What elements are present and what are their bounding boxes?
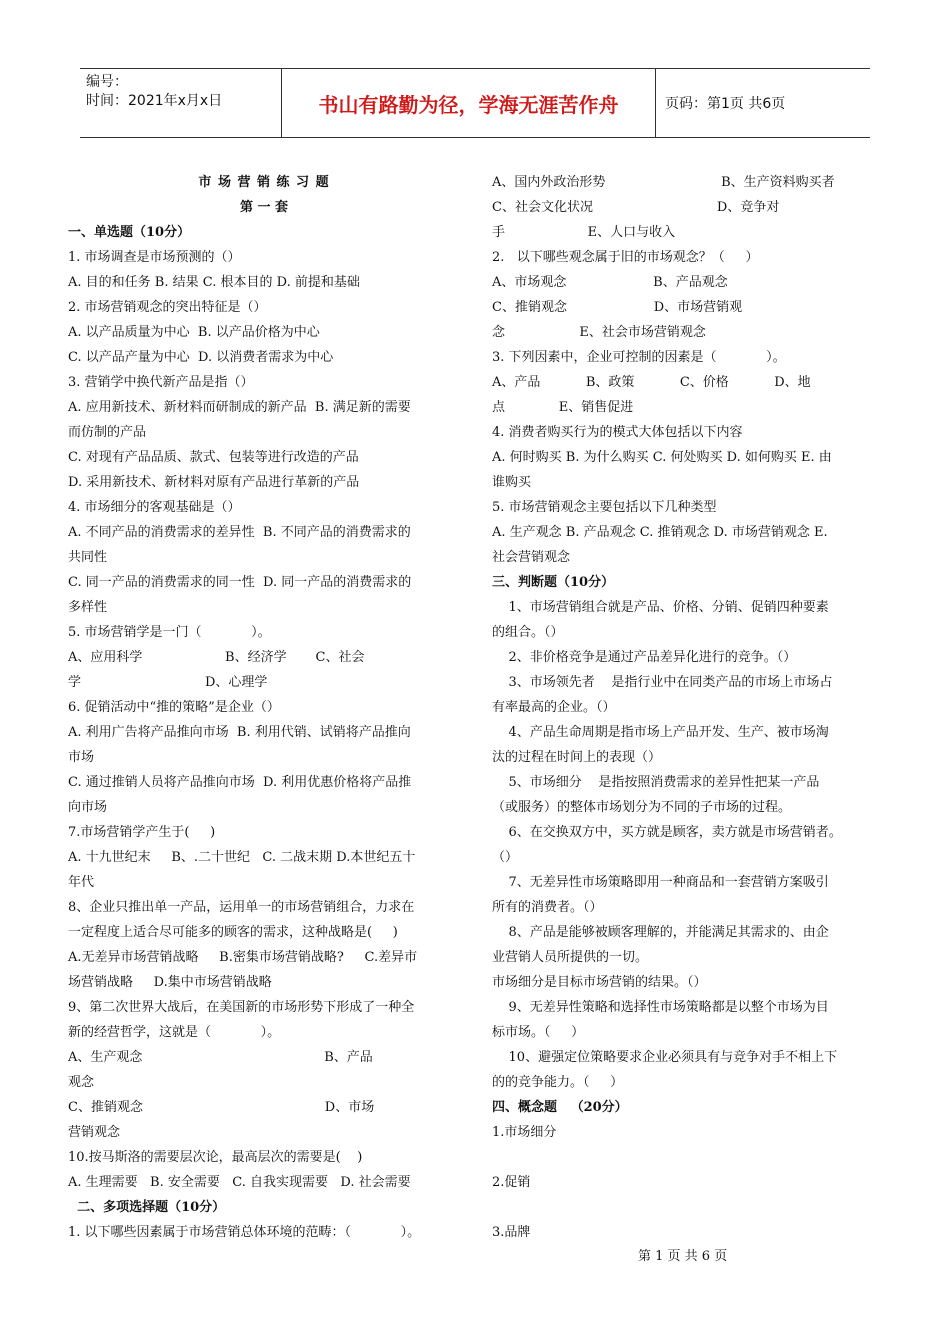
text-line: 5. 市场营销学是一门（ ）。: [68, 625, 271, 640]
text-line: 社会营销观念: [492, 550, 571, 565]
text-line: 3、市场领先者 是指行业中在同类产品的市场上市场占: [492, 675, 833, 690]
doc-subtitle: 第 一 套: [239, 200, 289, 215]
text-line: 4. 市场细分的客观基础是（）: [68, 500, 241, 515]
text-line: C. 同一产品的消费需求的同一性 D. 同一产品的消费需求的: [68, 575, 412, 590]
text-line: 谁购买: [492, 475, 532, 490]
text-line: A、国内外政治形势 B、生产资料购买者: [492, 175, 835, 190]
text-line: A、生产观念 B、产品: [68, 1050, 373, 1065]
time-label: 时间：2021年x月x日: [86, 93, 223, 109]
page-footer: 第 1 页 共 6 页: [638, 1249, 728, 1264]
text-line: 汰的过程在时间上的表现（）: [492, 750, 662, 765]
text-line: 6. 促销活动中“推的策略”是企业（）: [68, 700, 280, 715]
text-line: 8、企业只推出单一产品，运用单一的市场营销组合，力求在: [68, 900, 415, 915]
text-line: 市场细分是目标市场营销的结果。（）: [492, 975, 707, 990]
text-line: A、市场观念 B、产品观念: [492, 275, 728, 290]
text-line: 9、无差异性策略和选择性市场策略都是以整个市场为目: [492, 1000, 829, 1015]
text-line: A. 何时购买 B. 为什么购买 C. 何处购买 D. 如何购买 E. 由: [492, 450, 832, 465]
section-heading: 二、多项选择题（10分）: [68, 1200, 226, 1215]
text-line: A. 以产品质量为中心 B. 以产品价格为中心: [68, 325, 320, 340]
text-line: C. 对现有产品品质、款式、包装等进行改造的产品: [68, 450, 359, 465]
text-line: 1.市场细分: [492, 1125, 557, 1140]
section-heading: 四、概念题 （20分）: [492, 1100, 628, 1115]
text-line: 5. 市场营销观念主要包括以下几种类型: [492, 500, 717, 515]
header-table: [80, 68, 870, 138]
text-line: 1. 市场调查是市场预测的（）: [68, 250, 241, 265]
text-line: 3. 下列因素中，企业可控制的因素是（ ）。: [492, 350, 786, 365]
text-line: 7、无差异性市场策略即用一种商品和一套营销方案吸引: [492, 875, 829, 890]
text-line: 有率最高的企业。（）: [492, 700, 616, 715]
text-line: 6、在交换双方中，买方就是顾客，卖方就是市场营销者。: [492, 825, 842, 840]
left-column: [68, 170, 460, 1245]
text-line: 点 E、销售促进: [492, 400, 634, 415]
header-info: [80, 69, 282, 137]
text-line: 市场: [68, 750, 95, 765]
text-line: 共同性: [68, 550, 108, 565]
text-line: 4. 消费者购买行为的模式大体包括以下内容: [492, 425, 743, 440]
text-line: 所有的消费者。（）: [492, 900, 603, 915]
page-label: 页码：第1页 共6页: [665, 96, 786, 112]
text-line: 2. 以下哪些观念属于旧的市场观念？（ ）: [492, 250, 759, 265]
text-line: A.无差异市场营销战略 B.密集市场营销战略? C.差异市: [68, 950, 418, 965]
text-line: 2. 市场营销观念的突出特征是（）: [68, 300, 267, 315]
text-line: A. 不同产品的消费需求的差异性 B. 不同产品的消费需求的: [68, 525, 411, 540]
text-line: A. 生理需要 B. 安全需要 C. 自我实现需要 D. 社会需要: [68, 1175, 411, 1190]
text-line: C、推销观念 D、市场营销观: [492, 300, 743, 315]
text-line: 的组合。（）: [492, 625, 564, 640]
text-line: C、社会文化状况 D、竞争对: [492, 200, 780, 215]
text-line: C. 通过推销人员将产品推向市场 D. 利用优惠价格将产品推: [68, 775, 412, 790]
text-line: 场营销战略 D.集中市场营销战略: [68, 975, 272, 990]
text-line: 观念: [68, 1075, 95, 1090]
blank-line: [492, 1145, 884, 1170]
text-line: D. 采用新技术、新材料对原有产品进行革新的产品: [68, 475, 360, 490]
text-line: 而仿制的产品: [68, 425, 147, 440]
text-line: A. 生产观念 B. 产品观念 C. 推销观念 D. 市场营销观念 E.: [492, 525, 828, 540]
text-line: 念 E、社会市场营销观念: [492, 325, 706, 340]
text-line: 向市场: [68, 800, 108, 815]
text-line: 新的经营哲学，这就是（ ）。: [68, 1025, 281, 1040]
text-line: 3. 营销学中换代新产品是指（）: [68, 375, 254, 390]
text-line: 标市场。（ ）: [492, 1025, 585, 1040]
section-heading: 一、单选题（10分）: [68, 225, 191, 240]
text-line: 的的竞争能力。（ ）: [492, 1075, 624, 1090]
text-line: 手 E、人口与收入: [492, 225, 676, 240]
text-line: 8、产品是能够被顾客理解的，并能满足其需求的、由企: [492, 925, 829, 940]
blank-line: [492, 1195, 884, 1220]
text-line: 2.促销: [492, 1175, 531, 1190]
text-line: 一定程度上适合尽可能多的顾客的需求，这种战略是( ): [68, 925, 398, 940]
text-line: C. 以产品产量为中心 D. 以消费者需求为中心: [68, 350, 334, 365]
text-line: 学 D、心理学: [68, 675, 268, 690]
text-line: 10、避强定位策略要求企业必须具有与竞争对手不相上下: [492, 1050, 838, 1065]
text-line: 营销观念: [68, 1125, 121, 1140]
text-line: 9、第二次世界大战后，在美国新的市场形势下形成了一种全: [68, 1000, 415, 1015]
text-line: 4、产品生命周期是指市场上产品开发、生产、被市场淘: [492, 725, 829, 740]
text-line: 1、市场营销组合就是产品、价格、分销、促销四种要素: [492, 600, 829, 615]
text-line: 多样性: [68, 600, 108, 615]
text-line: （或服务）的整体市场划分为不同的子市场的过程。: [492, 800, 792, 815]
text-line: A. 利用广告将产品推向市场 B. 利用代销、试销将产品推向: [68, 725, 411, 740]
slogan: 书山有路勤为径，学海无涯苦作舟: [282, 69, 656, 137]
number-label: 编号：: [86, 74, 128, 90]
text-line: 1. 以下哪些因素属于市场营销总体环境的范畴：（ ）。: [68, 1225, 421, 1240]
text-line: 2、非价格竞争是通过产品差异化进行的竞争。（）: [492, 650, 797, 665]
text-line: A、应用科学 B、经济学 C、社会: [68, 650, 365, 665]
text-line: 10.按马斯洛的需要层次论，最高层次的需要是( ): [68, 1150, 363, 1165]
text-line: 7.市场营销学产生于( ): [68, 825, 216, 840]
text-line: 业营销人员所提供的一切。: [492, 950, 649, 965]
text-line: A、产品 B、政策 C、价格 D、地: [492, 375, 811, 390]
right-column: [492, 170, 884, 1245]
text-line: 年代: [68, 875, 95, 890]
text-line: 5、市场细分 是指按照消费需求的差异性把某一产品: [492, 775, 820, 790]
text-line: A. 目的和任务 B. 结果 C. 根本目的 D. 前提和基础: [68, 275, 360, 290]
text-line: C、推销观念 D、市场: [68, 1100, 375, 1115]
text-line: A. 应用新技术、新材料而研制成的新产品 B. 满足新的需要: [68, 400, 411, 415]
section-heading: 三、判断题（10分）: [492, 575, 615, 590]
text-line: A. 十九世纪末 B、.二十世纪 C. 二战末期 D.本世纪五十: [68, 850, 416, 865]
doc-title: 市 场 营 销 练 习 题: [198, 175, 330, 190]
text-line: （）: [492, 850, 519, 865]
text-line: 3.品牌: [492, 1225, 531, 1240]
